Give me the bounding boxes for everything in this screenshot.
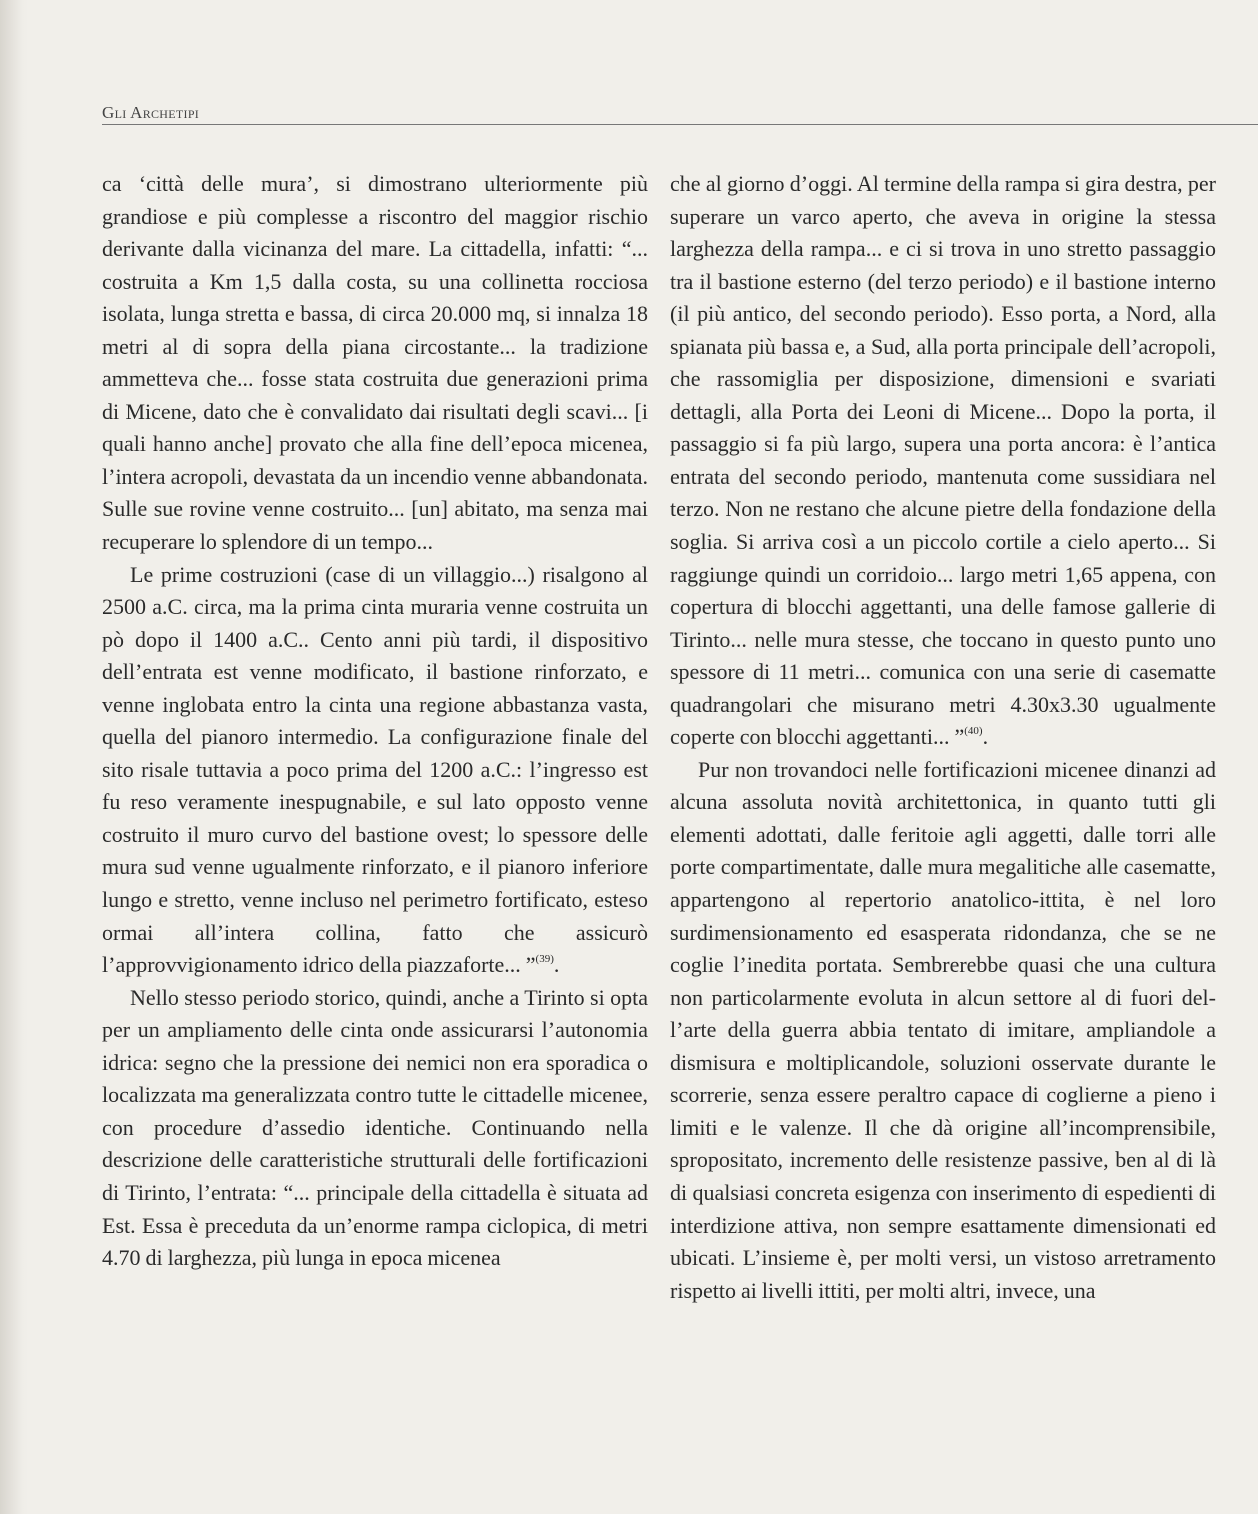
paragraph: Pur non trovandoci nelle fortificazioni micenee dinanzi ad alcuna assoluta novità architettonica, in quanto tutti gli elementi adottati, dalle feritoie agli aggetti, dalle torri alle porte compartimentate, dalle mura megalitiche alle casematte, appartengono al repertorio anatolico-ittita, è nel loro surdimensionamento ed esasperata ridondanza, che se ne coglie l’inedita portata. Sembrerebbe quasi che una cultura non particolarmente evoluta in alcun settore al di fuori dell’arte della guerra abbia tentato di imitare, ampliandole a dismisura e moltiplicandole, soluzioni osservate durante le scorrerie, senza essere peraltro capace di coglierne a pieno i limiti e le valenze. Il che dà origine all’incomprensibile, spropositato, incremento delle resistenze passive, ben al di là di qualsiasi concreta esigenza con inserimento di espedienti di interdizione attiva, non sempre esattamente dimensionati ed ubicati. L’insieme è, per molti versi, un vistoso arretramento rispetto ai livelli ittiti, per molti altri, invece, una [670, 756, 1216, 1303]
footnote-marker: (39) [535, 953, 554, 966]
paragraph: Le prime costruzioni (case di un villaggio...) risalgono al 2500 a.C. circa, ma la prima cinta muraria venne costruita un pò dopo il 1400 a.C.. Cento anni più tardi, il dispositivo dell’entrata est venne modificato, il bastione rinforzato, e venne inglobata entro la cinta una regione abbastanza vasta, quella del pianoro intermedio. La configurazione finale del sito risale tuttavia a poco prima del 1200 a.C.: l’ingresso est fu reso veramente inespugnabile, e sul lato opposto venne costruito il muro curvo del bastione ovest; lo spessore delle mura sud venne ugualmente rinforzato, e il pianoro inferiore lungo e stretto, venne incluso nel perimetro fortificato, esteso ormai all’intera collina, fatto che assicurò l’approvvigionamento idrico della piazzaforte... ”$^{(39)}$. [102, 561, 648, 978]
running-header [102, 104, 1258, 125]
running-header-title: Gli Archetipi [102, 103, 200, 122]
left-column [102, 168, 648, 1275]
footnote-marker: (40) [964, 725, 983, 738]
paragraph: Nello stesso periodo storico, quindi, anche a Tirinto si opta per un ampliamento delle cinta onde assicurarsi l’autonomia idrica: segno che la pressione dei nemici non era sporadica o localizzata ma generalizzata contro tutte le cittadelle micenee, con procedure d’assedio identiche. Continuando nella descrizione delle caratteristiche strutturali delle fortificazioni di Tirinto, l’entrata: “... principale della cittadella è situata ad Est. Essa è preceduta da un’enorme rampa ciclopica, di metri 4.70 di larghezza, più lunga in epoca micenea [102, 984, 648, 1271]
right-column [670, 168, 1216, 1307]
paragraph: che al giorno d’oggi. Al termine della rampa si gira destra, per superare un varco aperto, che aveva in origine la stessa larghezza della rampa... e ci si trova in uno stretto passaggio tra il bastione esterno (del terzo periodo) e il bastione interno (il più antico, del secondo periodo). Esso porta, a Nord, alla spianata più bassa e, a Sud, alla porta principale dell’acropoli, che rassomiglia per disposizione, dimensioni e svariati dettagli, alla Porta dei Leoni di Micene... Dopo la porta, il passaggio si fa più largo, supera una porta ancora: è l’antica entrata del secondo periodo, mantenuta come sussidiara nel terzo. Non ne restano che alcune pietre della fondazione della soglia. Si arriva così a un piccolo cortile a cielo aperto... Si raggiunge quindi un corridoio... largo metri 1,65 appena, con copertura di blocchi aggettanti, una delle famose gallerie di Tirinto... nelle mura stesse, che toccano in questo punto uno spessore di 11 metri... comunica con una serie di casematte quadrangolari che misurano metri 4.30x3.30 ugualmente coperte con blocchi aggettanti... ”$^{(40)}$. [670, 171, 1216, 750]
book-gutter [0, 0, 28, 1514]
paragraph: ca ‘città delle mura’, si dimostrano ulteriormente più grandiose e più complesse a riscontro del maggior rischio derivante dalla vicinanza del mare. La cittadella, infatti: “... costruita a Km 1,5 dalla costa, su una collinetta rocciosa isolata, lunga stretta e bassa, di circa 20.000 mq, si innalza 18 metri al di sopra della piana circostante... la tradizione ammetteva che... fosse stata costruita due generazioni prima di Micene, dato che è convalidato dai risultati degli scavi... [i quali hanno anche] provato che alla fine dell’epoca micenea, l’intera acropoli, devastata da un incendio venne abbandonata. Sulle sue rovine venne costruito... [un] abitato, ma senza mai recuperare lo splendore di un tempo... [102, 171, 648, 555]
